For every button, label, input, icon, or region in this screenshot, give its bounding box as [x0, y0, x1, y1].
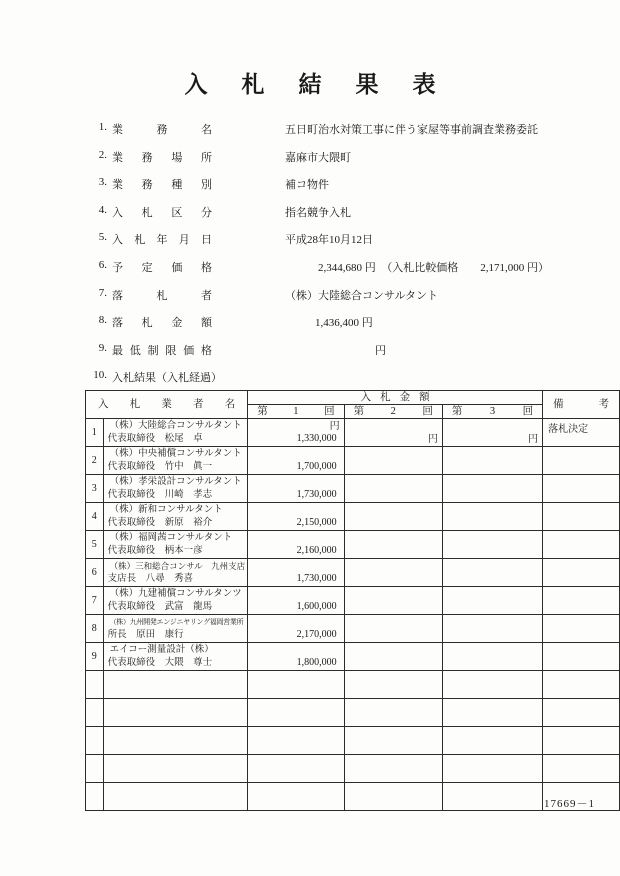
- row-number: 9: [86, 643, 104, 671]
- round3-amount-cell: [442, 503, 542, 531]
- round1-amount-cell: 円 1,330,000: [248, 419, 344, 447]
- item-rakusatsu-kingaku: [0, 314, 620, 342]
- round1-amount-cell: 2,160,000: [248, 531, 344, 559]
- row-number: 5: [86, 531, 104, 559]
- table-row: [86, 559, 620, 587]
- empty-cell: [248, 671, 344, 699]
- item-number: 6.: [98, 258, 107, 271]
- table-row: [86, 643, 620, 671]
- item-label: 最 低 制 限 価 格: [112, 344, 212, 357]
- item-value: 五日町治水対策工事に伴う家屋等事前調査業務委託: [285, 124, 538, 136]
- table-row: [86, 503, 620, 531]
- item-value: 1,436,400 円: [315, 317, 373, 330]
- round2-amount-cell: [344, 615, 442, 643]
- row-number: 6: [86, 559, 104, 587]
- round1-amount-cell: 1,600,000: [248, 587, 344, 615]
- header-bid-amount: 入札金額: [248, 391, 543, 405]
- round1-amount-cell: 2,170,000: [248, 615, 344, 643]
- item-label: 業 務 名: [112, 124, 212, 136]
- empty-cell: [86, 727, 104, 755]
- item-label: 入 札 年 月 日: [112, 234, 212, 247]
- item-label: 予 定 価 格: [112, 261, 212, 274]
- item-yotei-kakaku: [0, 259, 620, 287]
- row-number: 7: [86, 587, 104, 615]
- remarks-cell: [543, 503, 620, 531]
- bidder-name-cell: （株）大陸総合コンサルタント 代表取締役 松尾 卓: [103, 419, 248, 447]
- round2-amount-cell: [344, 643, 442, 671]
- item-value: 嘉麻市大隈町: [285, 151, 351, 164]
- bidder-name-cell: （株）九州開発エンジニヤリング福岡営業所 所長 原田 康行: [103, 615, 248, 643]
- round3-amount-cell: [442, 615, 542, 643]
- remarks-cell: [543, 559, 620, 587]
- empty-cell: [442, 755, 542, 783]
- empty-cell: [543, 727, 620, 755]
- empty-cell: [442, 671, 542, 699]
- round3-amount-cell: [442, 447, 542, 475]
- table-row-empty: [86, 727, 620, 755]
- round1-amount-cell: 2,150,000: [248, 503, 344, 531]
- item-number: 5.: [98, 231, 107, 244]
- item-number: 8.: [98, 314, 107, 327]
- document-number: 17669－1: [544, 798, 595, 810]
- bidder-name-cell: （株）福岡茜コンサルタント 代表取締役 柄本一彦: [103, 531, 248, 559]
- row-number: 1: [86, 419, 104, 447]
- remarks-cell: 落札決定: [543, 419, 620, 447]
- empty-cell: [344, 727, 442, 755]
- round1-amount-cell: 1,730,000: [248, 475, 344, 503]
- header-round-1: 第 1 回: [248, 405, 344, 419]
- round2-amount-cell: [344, 503, 442, 531]
- empty-cell: [344, 671, 442, 699]
- remarks-cell: [543, 475, 620, 503]
- row-number: 3: [86, 475, 104, 503]
- table-row: [86, 447, 620, 475]
- item-gyomu-shubetsu: [0, 176, 620, 204]
- empty-cell: [103, 699, 248, 727]
- round2-amount-cell: [344, 559, 442, 587]
- item-label: 入札結果（入札経過）: [112, 372, 222, 385]
- yen-unit: 円: [528, 434, 539, 445]
- round3-amount-cell: [442, 587, 542, 615]
- empty-cell: [248, 727, 344, 755]
- item-label: 入 札 区 分: [112, 206, 212, 219]
- item-label: 業 務 場 所: [112, 151, 212, 164]
- round2-amount-cell: [344, 531, 442, 559]
- bid-results-table: [85, 390, 620, 811]
- item-number: 9.: [98, 341, 107, 354]
- bidder-name-cell: （株）三和総合コンサル 九州支店 支店長 八尋 秀喜: [103, 559, 248, 587]
- item-label: 落 札 金 額: [112, 317, 212, 330]
- empty-cell: [86, 699, 104, 727]
- table-row: [86, 615, 620, 643]
- round3-amount-cell: [442, 643, 542, 671]
- remarks-cell: [543, 587, 620, 615]
- empty-cell: [103, 755, 248, 783]
- item-number: 2.: [98, 148, 107, 161]
- empty-rows: [86, 671, 620, 811]
- item-number: 3.: [98, 176, 107, 189]
- bidder-name-cell: （株）新和コンサルタント 代表取締役 新原 裕介: [103, 503, 248, 531]
- item-value: 指名競争入札: [285, 206, 351, 219]
- table-row: [86, 531, 620, 559]
- item-number: 10.: [93, 369, 107, 382]
- row-number: 4: [86, 503, 104, 531]
- item-nyusatsu-date: [0, 231, 620, 259]
- item-value: （株）大陸総合コンサルタント: [285, 289, 439, 302]
- table-row-empty: [86, 671, 620, 699]
- empty-cell: [86, 671, 104, 699]
- round3-amount-cell: [442, 559, 542, 587]
- item-label: 業 務 種 別: [112, 179, 212, 192]
- remarks-cell: [543, 447, 620, 475]
- yen-unit: 円: [427, 434, 438, 445]
- header-round-3: 第 3 回: [442, 405, 542, 419]
- bidder-name-cell: （株）中央補償コンサルタント 代表取締役 竹中 眞一: [103, 447, 248, 475]
- round1-amount-cell: 1,730,000: [248, 559, 344, 587]
- row-number: 8: [86, 615, 104, 643]
- bidder-name-cell: （株）九建補償コンサルタンツ 代表取締役 武富 龍馬: [103, 587, 248, 615]
- round1-amount-cell: 1,700,000: [248, 447, 344, 475]
- round1-amount-cell: 1,800,000: [248, 643, 344, 671]
- item-gyomu-basho: [0, 149, 620, 177]
- title-row: [0, 66, 620, 99]
- remarks-cell: [543, 615, 620, 643]
- yen-unit: 円: [329, 421, 340, 432]
- row-number: 2: [86, 447, 104, 475]
- table-row-empty: [86, 755, 620, 783]
- round2-amount-cell: [344, 475, 442, 503]
- table-row: [86, 475, 620, 503]
- item-nyusatsu-kubun: [0, 204, 620, 232]
- bidder-name-cell: エイコー測量設計（株） 代表取締役 大隈 尊士: [103, 643, 248, 671]
- remarks-cell: [543, 643, 620, 671]
- table-row-empty: [86, 699, 620, 727]
- bidder-name-cell: （株）孝栄設計コンサルタント 代表取締役 川崎 孝志: [103, 475, 248, 503]
- header-remarks: 備 考: [543, 391, 620, 419]
- round3-amount-cell: [442, 531, 542, 559]
- header-bidder-name: 入 札 業 者 名: [86, 391, 248, 419]
- item-number: 7.: [98, 286, 107, 299]
- empty-cell: [248, 699, 344, 727]
- empty-cell: [543, 671, 620, 699]
- empty-cell: [442, 727, 542, 755]
- item-value: 2,344,680 円 （入札比較価格 2,171,000 円）: [318, 261, 549, 274]
- header-round-2: 第 2 回: [344, 405, 442, 419]
- item-rakusatsu-sha: [0, 287, 620, 315]
- item-number: 4.: [98, 203, 107, 216]
- empty-cell: [543, 699, 620, 727]
- empty-cell: [103, 727, 248, 755]
- empty-cell: [543, 755, 620, 783]
- item-number: 1.: [98, 121, 107, 133]
- item-value: 平成28年10月12日: [285, 234, 373, 247]
- round3-amount-cell: [442, 475, 542, 503]
- empty-cell: [344, 699, 442, 727]
- empty-cell: [86, 755, 104, 783]
- item-label: 落 札 者: [112, 289, 212, 302]
- round2-amount-cell: [344, 587, 442, 615]
- round3-amount-cell: [442, 419, 542, 447]
- round2-amount-cell: [344, 447, 442, 475]
- item-gyomu-mei: [0, 121, 620, 149]
- page-title: 入 札 結 果 表: [184, 72, 436, 97]
- item-value: 補コ物件: [285, 179, 329, 192]
- round2-amount-cell: [344, 419, 442, 447]
- empty-cell: [344, 755, 442, 783]
- empty-cell: [103, 671, 248, 699]
- empty-cell: [442, 699, 542, 727]
- empty-cell: [248, 755, 344, 783]
- table-row: [86, 587, 620, 615]
- table-row: [86, 419, 620, 447]
- remarks-cell: [543, 531, 620, 559]
- items-list: [0, 121, 620, 397]
- item-saitei-seigen: [0, 342, 620, 370]
- item-value: 円: [375, 344, 386, 357]
